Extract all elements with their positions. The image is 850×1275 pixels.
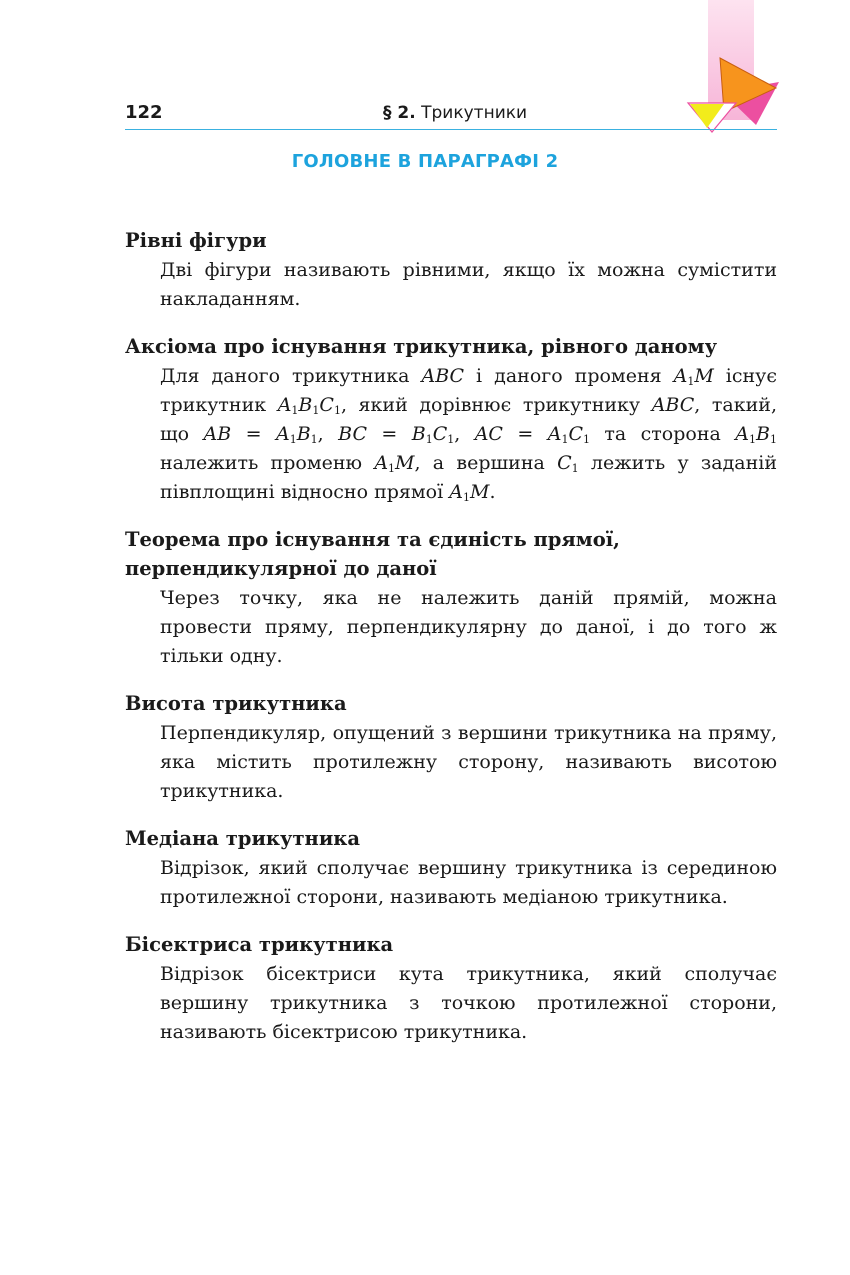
item-axiom-triangle: [125, 332, 777, 507]
page-number: 122: [125, 102, 163, 123]
term-heading: Теорема про існування та єдиність прямої, перпендикулярної до даної: [125, 528, 620, 580]
term-definition: Для даного трикутника ABC і даного променя $A_1M$ існує трикутник $A_1B_1C_1$, який дорівнює трикутнику ABC, такий, що AB = $A_1B_1$, BC = $B_1C_1$, AC = $A_1C_1$ та сторона $A_1B_1$ належить променю $A_1M$, а вершина $C_1$ лежить у заданій півплощині відносно прямої $A_1M$.: [160, 365, 777, 504]
term-definition: Перпендикуляр, опущений з вершини трикутника на пряму, яка містить протилежну сторону, називають висотою трикутника.: [160, 722, 777, 802]
term-definition: Дві фігури називають рівними, якщо їх можна сумістити накладанням.: [160, 259, 777, 310]
term-definition: Відрізок, який сполучає вершину трикутника із серединою протилежної сторони, називають медіаною трикутника.: [160, 857, 777, 908]
term-heading: Бісектриса трикутника: [125, 933, 394, 956]
item-equal-figures: [125, 226, 777, 314]
item-altitude: [125, 689, 777, 806]
term-heading: Рівні фігури: [125, 229, 267, 252]
running-title: [383, 103, 527, 123]
term-heading: Висота трикутника: [125, 692, 347, 715]
item-perpendicular-theorem: [125, 525, 777, 671]
term-definition: Через точку, яка не належить даній прямій, можна провести пряму, перпендикулярну до даної, і до того ж тільки одну.: [160, 587, 777, 667]
summary-content: [125, 226, 777, 1065]
term-heading: Аксіома про існування трикутника, рівного даному: [125, 335, 718, 358]
section-title: ГОЛОВНЕ В ПАРАГРАФІ 2: [291, 151, 559, 172]
term-definition: Відрізок бісектриси кута трикутника, який сполучає вершину трикутника з точкою протилежної сторони, називають бісектрисою трикутника.: [160, 963, 777, 1043]
header-rule: [125, 129, 777, 130]
term-heading: Медіана трикутника: [125, 827, 361, 850]
page-header: [125, 100, 777, 130]
item-median: [125, 824, 777, 912]
item-bisector: [125, 930, 777, 1047]
section-name: Трикутники: [421, 103, 528, 123]
section-mark: § 2.: [383, 103, 416, 123]
